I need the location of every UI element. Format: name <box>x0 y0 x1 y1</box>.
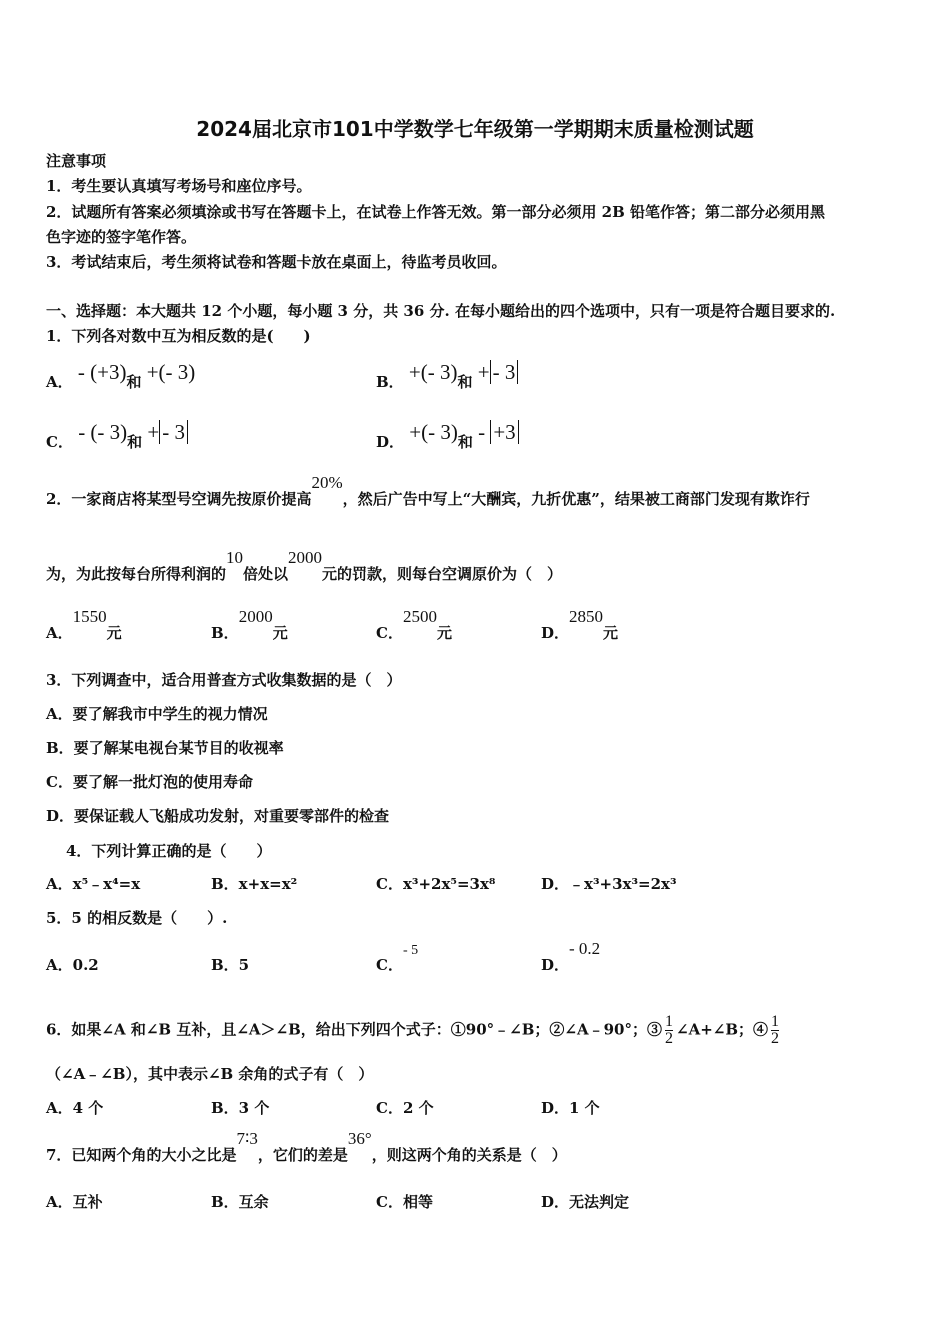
fraction-half: $\frac{1}{2}$ <box>771 1013 780 1047</box>
q2-option-b: B．2000元 <box>211 607 288 642</box>
q4-stem: 4．下列计算正确的是（ ） <box>66 842 272 860</box>
q7-option-d: D．无法判定 <box>541 1193 630 1211</box>
section-header: 一、选择题：本大题共 12 个小题，每小题 3 分，共 36 分. 在每小题给出的四个选项中，只有一项是符合题目要求的. <box>46 302 836 320</box>
q3-option-a: A．要了解我市中学生的视力情况 <box>46 705 268 723</box>
q2-option-a: A．1550元 <box>46 607 122 642</box>
notice-item-2a: 2．试题所有答案必须填涂或书写在答题卡上，在试卷上作答无效。第一部分必须用 2B 铅笔作答；第二部分必须用黑 <box>46 203 826 221</box>
q6-stem-line1: 6．如果∠A 和∠B 互补，且∠A＞∠B，给出下列四个式子：①90°﹣∠B；②∠A﹣90°；③ $\frac{1}{2}$ ∠A+∠B；④ $\frac{1}{2}$ <box>46 1013 780 1047</box>
q3-option-c: C．要了解一批灯泡的使用寿命 <box>46 773 253 791</box>
q1-option-b: B． +(- 3)和 + - 3 <box>376 371 518 391</box>
q5-option-a: A．0.2 <box>46 956 99 974</box>
q5-option-b: B．5 <box>211 956 250 974</box>
q7-stem: 7．已知两个角的大小之比是7∶3，它们的差是36°，则这两个角的关系是（ ） <box>46 1129 567 1164</box>
q2-stem-line1: 2．一家商店将某型号空调先按原价提高20%，然后广告中写上“大酬宾，九折优惠”，结果被工商部门发现有欺诈行 <box>46 473 810 508</box>
q4-option-a: A．x⁵﹣x⁴=x <box>46 875 141 893</box>
q6-option-d: D．1 个 <box>541 1099 600 1117</box>
q1-stem: 1．下列各对数中互为相反数的是( ) <box>46 327 311 345</box>
q3-option-b: B．要了解某电视台某节目的收视率 <box>46 739 284 757</box>
q2-option-c: C．2500元 <box>376 607 452 642</box>
q1-option-a: A． - (+3)和 +(- 3) <box>46 360 196 391</box>
q6-option-b: B．3 个 <box>211 1099 270 1117</box>
fraction-half: $\frac{1}{2}$ <box>665 1013 673 1047</box>
page-title: 2024届北京市101中学数学七年级第一学期期末质量检测试题 <box>196 117 754 141</box>
notice-item-3: 3．考试结束后，考生须将试卷和答题卡放在桌面上，待监考员收回。 <box>46 253 507 271</box>
q7-option-c: C．相等 <box>376 1193 433 1211</box>
q3-stem: 3．下列调查中，适合用普查方式收集数据的是（ ） <box>46 671 402 689</box>
q5-option-c: C．- 5 <box>376 943 419 974</box>
q6-option-c: C．2 个 <box>376 1099 434 1117</box>
q5-option-d: D．- 0.2 <box>541 939 601 974</box>
q6-stem-line2: （∠A﹣∠B），其中表示∠B 余角的式子有（ ） <box>46 1065 374 1083</box>
q4-option-c: C．x³+2x⁵=3x⁸ <box>376 875 496 893</box>
q4-option-d: D．﹣x³+3x³=2x³ <box>541 875 677 893</box>
q2-stem-line2: 为，为此按每台所得利润的10倍处以2000元的罚款，则每台空调原价为（ ） <box>46 548 563 583</box>
q7-option-a: A．互补 <box>46 1193 103 1211</box>
notice-item-1: 1．考生要认真填写考场号和座位序号。 <box>46 177 312 195</box>
q1-option-d: D． +(- 3)和 - +3 <box>376 431 519 451</box>
q4-option-b: B．x+x=x² <box>211 875 298 893</box>
q2-option-d: D．2850元 <box>541 607 619 642</box>
q1-option-c: C． - (- 3)和 + - 3 <box>46 431 188 451</box>
q6-option-a: A．4 个 <box>46 1099 104 1117</box>
q3-option-d: D．要保证载人飞船成功发射，对重要零部件的检查 <box>46 807 390 825</box>
notice-item-2b: 色字迹的签字笔作答。 <box>46 228 197 246</box>
q5-stem: 5．5 的相反数是（ ）. <box>46 909 228 927</box>
q7-option-b: B．互余 <box>211 1193 269 1211</box>
notice-heading: 注意事项 <box>46 152 107 170</box>
